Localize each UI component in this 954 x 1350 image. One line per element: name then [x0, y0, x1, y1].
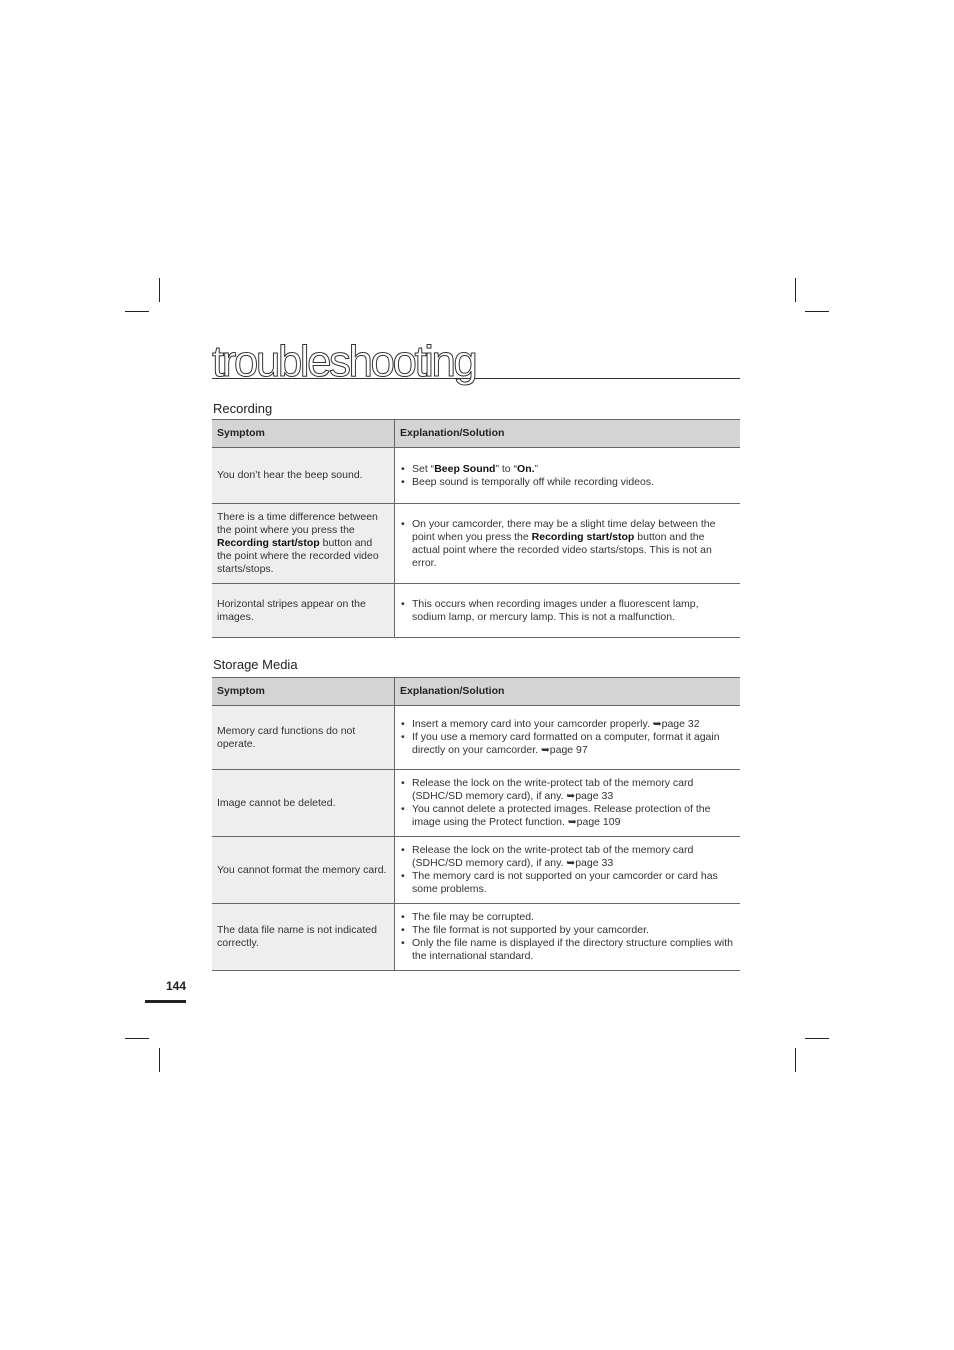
list-item: • Release the lock on the write-protect tab of the memory card (SDHC/SD memory card), if any. ➥page 33 [399, 777, 735, 803]
explanation-cell [395, 448, 741, 504]
recording-table [212, 419, 740, 638]
list-item: • Release the lock on the write-protect tab of the memory card (SDHC/SD memory card), if any. ➥page 33 [399, 844, 735, 870]
symptom-cell: Memory card functions do not operate. [212, 706, 395, 770]
table-row [212, 448, 740, 504]
explanation-cell [395, 706, 741, 770]
column-header-symptom: Symptom [212, 420, 395, 448]
column-header-explanation: Explanation/Solution [395, 678, 741, 706]
list-item: • On your camcorder, there may be a slight time delay between the point when you press the Recording start/stop button and the actual point where the recorded video starts/stops. This is not an error. [399, 518, 735, 570]
list-item: • Set “Beep Sound” to “On.” [399, 463, 735, 476]
crop-mark [159, 278, 160, 302]
list-item: • The file may be corrupted. [399, 911, 735, 924]
storage-media-table [212, 677, 740, 971]
crop-mark [125, 1038, 149, 1039]
page-title-text: troubleshooting [212, 337, 476, 386]
column-header-explanation: Explanation/Solution [395, 420, 741, 448]
symptom-cell: The data file name is not indicated correctly. [212, 904, 395, 971]
list-item: • Beep sound is temporally off while recording videos. [399, 476, 735, 489]
explanation-cell [395, 584, 741, 638]
table-header-row [212, 420, 740, 448]
explanation-cell [395, 770, 741, 837]
symptom-cell: You cannot format the memory card. [212, 837, 395, 904]
crop-mark [795, 278, 796, 302]
table-row [212, 904, 740, 971]
explanation-cell [395, 504, 741, 584]
crop-mark [805, 1038, 829, 1039]
table-row [212, 706, 740, 770]
page-title [212, 337, 740, 386]
list-item: • You cannot delete a protected images. Release protection of the image using the Protect function. ➥page 109 [399, 803, 735, 829]
page-number: 144 [145, 979, 186, 1003]
table-row [212, 584, 740, 638]
symptom-cell: Image cannot be deleted. [212, 770, 395, 837]
list-item: • The file format is not supported by your camcorder. [399, 924, 735, 937]
list-item: • This occurs when recording images under a fluorescent lamp, sodium lamp, or mercury lamp. This is not a malfunction. [399, 598, 735, 624]
crop-mark [125, 311, 149, 312]
crop-mark [795, 1048, 796, 1072]
explanation-cell [395, 837, 741, 904]
table-row [212, 837, 740, 904]
column-header-symptom: Symptom [212, 678, 395, 706]
symptom-cell: Horizontal stripes appear on the images. [212, 584, 395, 638]
crop-mark [159, 1048, 160, 1072]
table-row [212, 504, 740, 584]
section-heading-recording: Recording [213, 401, 273, 416]
list-item: • The memory card is not supported on your camcorder or card has some problems. [399, 870, 735, 896]
section-heading-storage-media: Storage Media [213, 657, 298, 672]
crop-mark [805, 311, 829, 312]
table-header-row [212, 678, 740, 706]
list-item: • If you use a memory card formatted on a computer, format it again directly on your camcorder. ➥page 97 [399, 731, 735, 757]
list-item: • Insert a memory card into your camcorder properly. ➥page 32 [399, 718, 735, 731]
explanation-cell [395, 904, 741, 971]
list-item: • Only the file name is displayed if the directory structure complies with the international standard. [399, 937, 735, 963]
symptom-cell: You don’t hear the beep sound. [212, 448, 395, 504]
table-row [212, 770, 740, 837]
symptom-cell: There is a time difference between the point where you press the Recording start/stop button and the point where the recorded video starts/stops. [212, 504, 395, 584]
